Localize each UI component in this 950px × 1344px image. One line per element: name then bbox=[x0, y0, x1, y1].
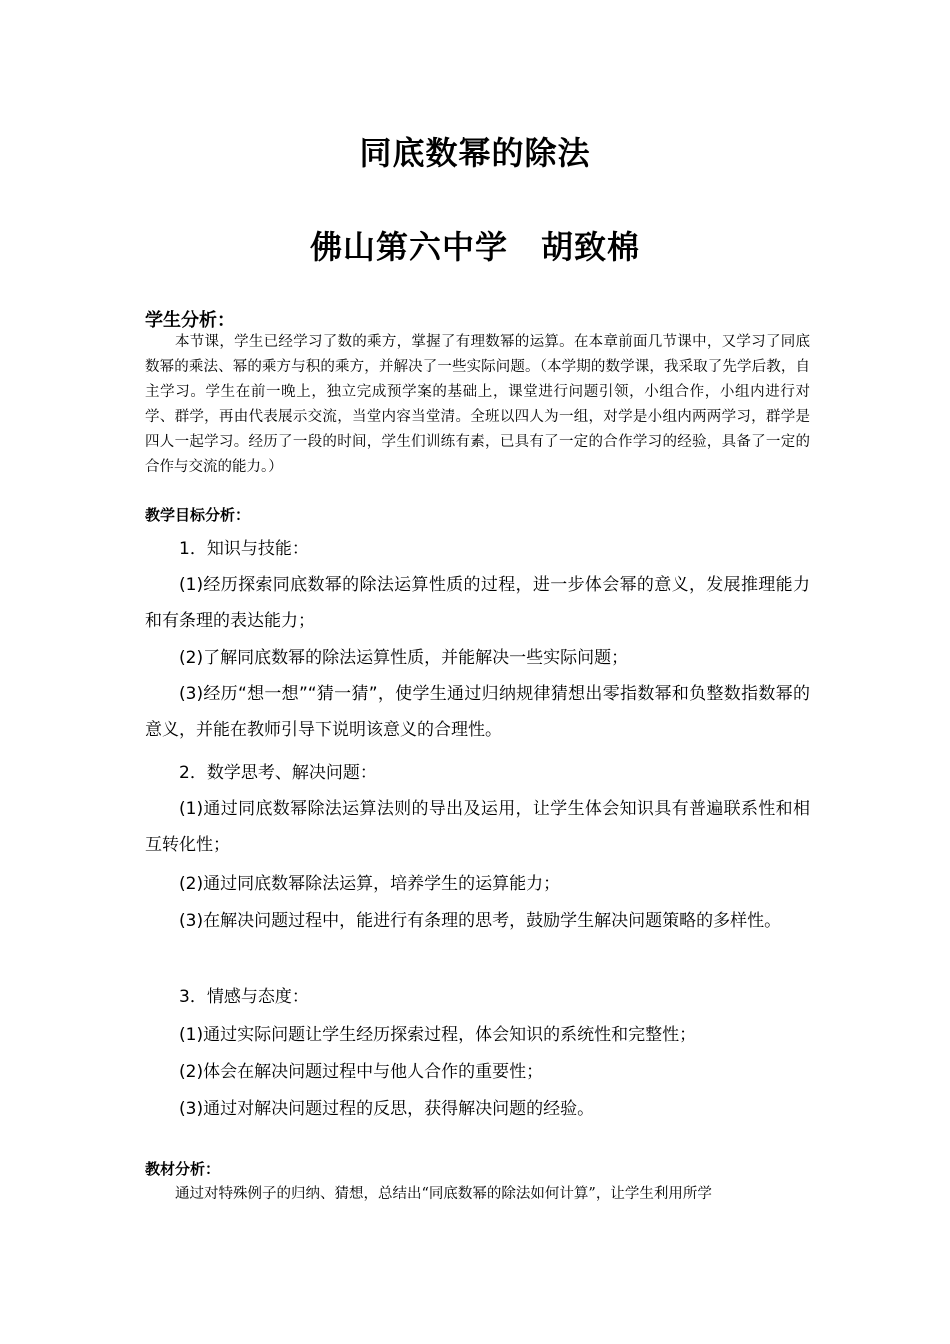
goal-section-knowledge: 1．知识与技能： bbox=[179, 539, 309, 559]
goal-item: (3)经历“想一想”“猜一猜”，使学生通过归纳规律猜想出零指数幂和负整数指数幂的意义，并能在教师引导下说明该意义的合理性。 bbox=[145, 684, 810, 740]
goal-item: (1)通过同底数幂除法运算法则的导出及运用，让学生体会知识具有普遍联系性和相互转化性； bbox=[145, 799, 810, 855]
goal-item: (1)经历探索同底数幂的除法运算性质的过程，进一步体会幂的意义，发展推理能力和有条理的表达能力； bbox=[145, 575, 810, 631]
student-analysis-paragraph: 本节课，学生已经学习了数的乘方，掌握了有理数幂的运算。在本章前面几节课中，又学习了同底数幂的乘法、幂的乘方与积的乘方，并解决了一些实际问题。（本学期的数学课，我采取了先学后教，自主学习。学生在前一晚上，独立完成预学案的基础上，课堂进行问题引领，小组合作，小组内进行对学、群学，再由代表展示交流，当堂内容当堂清。全班以四人为一组，对学是小组内两两学习，群学是四人一起学习。经历了一段的时间，学生们训练有素，已具有了一定的合作学习的经验，具备了一定的合作与交流的能力。） bbox=[145, 334, 810, 475]
goal-section-attitude: 3．情感与态度： bbox=[179, 987, 309, 1007]
material-analysis-paragraph: 通过对特殊例子的归纳、猜想，总结出“同底数幂的除法如何计算”，让学生利用所学 bbox=[175, 1186, 712, 1202]
teaching-goals-heading: 教学目标分析： bbox=[145, 506, 251, 524]
goal-item: (3)通过对解决问题过程的反思，获得解决问题的经验。 bbox=[179, 1099, 595, 1119]
goal-item: (2)体会在解决问题过程中与他人合作的重要性； bbox=[179, 1062, 544, 1082]
student-analysis-heading: 学生分析： bbox=[145, 310, 235, 331]
goal-item: (3)在解决问题过程中，能进行有条理的思考，鼓励学生解决问题策略的多样性。 bbox=[179, 911, 782, 931]
document-title: 同底数幂的除法 bbox=[359, 134, 591, 172]
goal-item: (2)了解同底数幂的除法运算性质，并能解决一些实际问题； bbox=[179, 648, 629, 668]
goal-item: (2)通过同底数幂除法运算，培养学生的运算能力； bbox=[179, 874, 561, 894]
goal-item: (1)通过实际问题让学生经历探索过程，体会知识的系统性和完整性； bbox=[179, 1025, 697, 1045]
goal-section-thinking: 2．数学思考、解决问题： bbox=[179, 763, 377, 783]
material-analysis-heading: 教材分析： bbox=[145, 1160, 221, 1178]
author-line: 佛山第六中学 胡致棉 bbox=[309, 228, 640, 266]
